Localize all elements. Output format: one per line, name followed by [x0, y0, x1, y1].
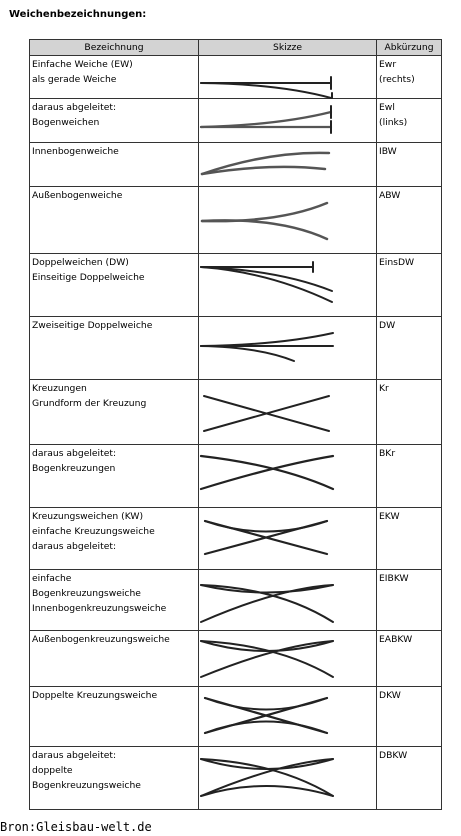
name-line: als gerade Weiche: [32, 74, 117, 85]
table-row: [30, 747, 442, 810]
sketch-cell: [199, 317, 377, 380]
table-row: [30, 56, 442, 99]
abbr-cell: [377, 631, 442, 687]
name-cell: [30, 254, 199, 317]
name-line: Außenbogenkreuzungsweiche: [32, 634, 170, 645]
name-line: Zweiseitige Doppelweiche: [32, 320, 153, 331]
abbr-line: Ewr: [379, 59, 397, 70]
turnout-sketch-icon: [199, 143, 377, 187]
table-row: [30, 380, 442, 445]
abbr-cell: [377, 187, 442, 254]
turnout-sketch-icon: [199, 99, 377, 143]
abbr-cell: [377, 570, 442, 631]
turnout-sketch-icon: [199, 747, 377, 810]
name-cell: [30, 380, 199, 445]
name-line: daraus abgeleitet:: [32, 750, 117, 761]
name-line: einfache: [32, 573, 72, 584]
name-line: Bogenkreuzungsweiche: [32, 588, 141, 599]
page-title: Weichenbezeichnungen:: [9, 9, 147, 20]
turnout-sketch-icon: [199, 187, 377, 254]
name-cell: [30, 143, 199, 187]
name-line: Kreuzungen: [32, 383, 87, 394]
name-line: Kreuzungsweichen (KW): [32, 511, 144, 522]
table-row: [30, 570, 442, 631]
turnout-sketch-icon: [199, 445, 377, 508]
table-row: [30, 317, 442, 380]
table-row: [30, 687, 442, 747]
name-line: Bogenkreuzungsweiche: [32, 780, 141, 791]
abbr-cell: [377, 143, 442, 187]
sketch-cell: [199, 508, 377, 570]
abbr-line: (links): [379, 117, 408, 128]
abbr-cell: [377, 747, 442, 810]
abbr-cell: [377, 254, 442, 317]
abbr-line: EABKW: [379, 634, 413, 645]
name-line: daraus abgeleitet:: [32, 102, 117, 113]
turnout-sketch-icon: [199, 317, 377, 380]
name-line: Innenbogenkreuzungsweiche: [32, 603, 167, 614]
name-line: Bogenweichen: [32, 117, 100, 128]
sketch-cell: [199, 687, 377, 747]
table-header-row: [30, 40, 442, 56]
name-cell: [30, 445, 199, 508]
table-row: [30, 99, 442, 143]
name-line: daraus abgeleitet:: [32, 448, 117, 459]
sketch-cell: [199, 254, 377, 317]
abbr-cell: [377, 99, 442, 143]
name-line: Innenbogenweiche: [32, 146, 119, 157]
name-cell: [30, 56, 199, 99]
name-cell: [30, 99, 199, 143]
name-cell: [30, 687, 199, 747]
name-line: Einfache Weiche (EW): [32, 59, 133, 70]
abbr-cell: [377, 687, 442, 747]
name-line: Einseitige Doppelweiche: [32, 272, 145, 283]
turnout-sketch-icon: [199, 380, 377, 445]
abbr-cell: [377, 508, 442, 570]
sketch-cell: [199, 187, 377, 254]
sketch-cell: [199, 99, 377, 143]
name-cell: [30, 570, 199, 631]
name-cell: [30, 187, 199, 254]
turnout-sketch-icon: [199, 56, 377, 99]
name-line: daraus abgeleitet:: [32, 541, 117, 552]
abbr-line: EIBKW: [379, 573, 409, 584]
turnout-sketch-icon: [199, 570, 377, 631]
abbr-line: ABW: [379, 190, 401, 201]
sketch-cell: [199, 380, 377, 445]
name-line: einfache Kreuzungsweiche: [32, 526, 155, 537]
abbr-line: EinsDW: [379, 257, 415, 268]
column-header-abbr: Abkürzung: [377, 40, 442, 56]
table-row: [30, 187, 442, 254]
abbr-cell: [377, 317, 442, 380]
table-row: [30, 445, 442, 508]
sketch-cell: [199, 143, 377, 187]
name-cell: [30, 317, 199, 380]
abbr-line: (rechts): [379, 74, 415, 85]
abbr-cell: [377, 445, 442, 508]
sketch-cell: [199, 445, 377, 508]
turnout-sketch-icon: [199, 631, 377, 687]
column-header-name: Bezeichnung: [30, 40, 199, 56]
name-cell: [30, 508, 199, 570]
abbr-line: BKr: [379, 448, 396, 459]
name-line: Außenbogenweiche: [32, 190, 123, 201]
table-row: [30, 143, 442, 187]
abbr-line: EKW: [379, 511, 400, 522]
name-line: Grundform der Kreuzung: [32, 398, 147, 409]
sketch-cell: [199, 570, 377, 631]
abbr-line: Kr: [379, 383, 389, 394]
sketch-cell: [199, 631, 377, 687]
abbr-cell: [377, 380, 442, 445]
name-line: Bogenkreuzungen: [32, 463, 116, 474]
turnout-sketch-icon: [199, 254, 377, 317]
turnout-sketch-icon: [199, 687, 377, 747]
column-header-sketch: Skizze: [199, 40, 377, 56]
table-row: [30, 508, 442, 570]
sketch-cell: [199, 56, 377, 99]
table-row: [30, 254, 442, 317]
abbr-line: DKW: [379, 690, 401, 701]
abbr-cell: [377, 56, 442, 99]
sketch-cell: [199, 747, 377, 810]
turnout-sketch-icon: [199, 508, 377, 570]
name-line: doppelte: [32, 765, 73, 776]
table-row: [30, 631, 442, 687]
name-line: Doppelweichen (DW): [32, 257, 129, 268]
name-line: Doppelte Kreuzungsweiche: [32, 690, 158, 701]
abbr-line: DBKW: [379, 750, 408, 761]
abbr-line: Ewl: [379, 102, 395, 113]
abbr-line: IBW: [379, 146, 397, 157]
abbr-line: DW: [379, 320, 396, 331]
turnout-table: [29, 39, 442, 810]
name-cell: [30, 747, 199, 810]
source-note: Bron:Gleisbau-welt.de: [0, 820, 152, 834]
name-cell: [30, 631, 199, 687]
